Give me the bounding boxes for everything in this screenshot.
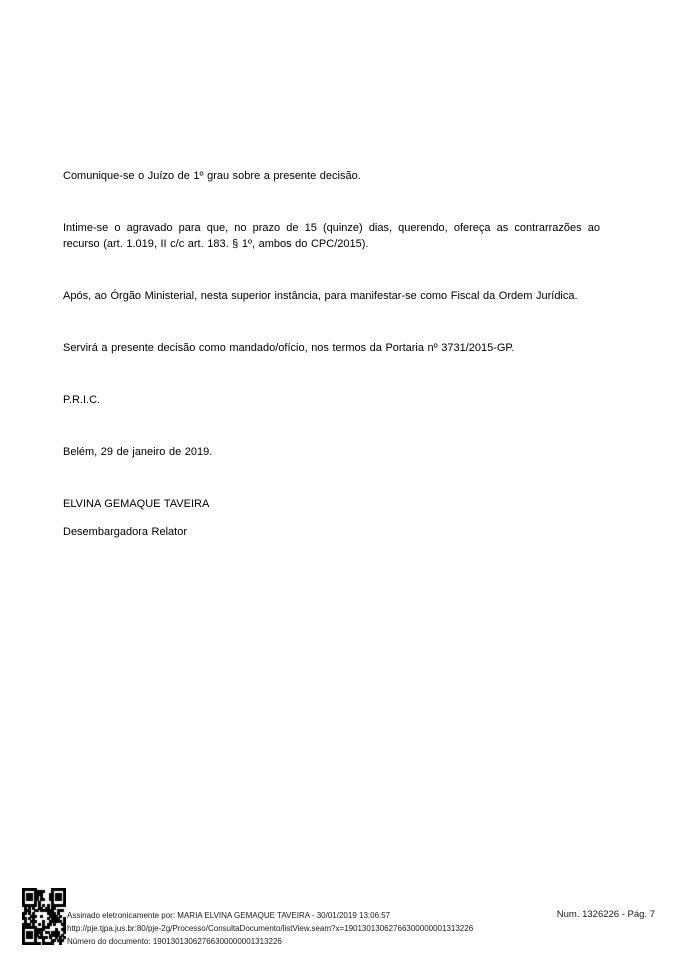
paragraph-apos: Após, ao Órgão Ministerial, nesta superior instância, para manifestar-se como Fiscal da Ordem Jurídica. [63, 290, 578, 302]
paragraph-intime: Intime-se o agravado para que, no prazo de 15 (quinze) dias, querendo, ofereça as contrarrazões ao recurso (art. 1.019, II c/c art. 183. § 1º, ambos do CPC/2015). [63, 222, 600, 250]
electronic-signature-block [67, 909, 473, 948]
document-number-line: Número do documento: 19013013062766300000001313226 [67, 937, 282, 946]
paragraph-pric: P.R.I.C. [63, 394, 101, 406]
page-number-label: Num. 1326226 - Pág. 7 [556, 909, 655, 920]
qr-code-icon [22, 888, 66, 945]
decision-body [63, 168, 600, 540]
paragraph-servira: Servirá a presente decisão como mandado/ofício, nos termos da Portaria nº 3731/2015-GP. [63, 342, 515, 354]
signature-role: Desembargadora Relator [63, 526, 188, 538]
paragraph-date-place: Belém, 29 de janeiro de 2019. [63, 446, 213, 458]
paragraph-comunique: Comunique-se o Juízo de 1º grau sobre a presente decisão. [63, 170, 361, 182]
verification-url-line: http://pje.tjpa.jus.br:80/pje-2g/Processo/ConsultaDocumento/listView.seam?x=19013013062766300000001313226 [67, 924, 474, 933]
signed-by-line: Assinado eletronicamente por: MARIA ELVINA GEMAQUE TAVEIRA - 30/01/2019 13:06:57 [67, 911, 391, 920]
signature-name: ELVINA GEMAQUE TAVEIRA [63, 498, 210, 510]
